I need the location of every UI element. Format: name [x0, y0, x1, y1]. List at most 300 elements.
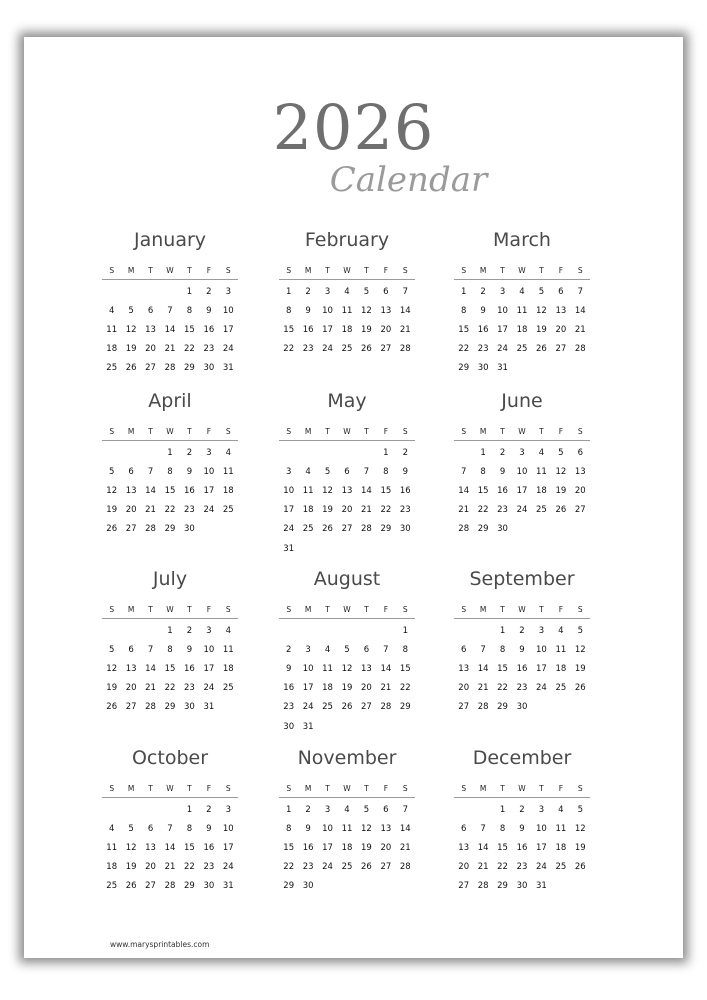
day-cell: 29 [477, 524, 489, 535]
day-cell: 30 [516, 881, 528, 892]
month-october [102, 745, 238, 896]
day-cell: 29 [164, 524, 176, 535]
day-cell: 17 [497, 324, 508, 335]
weekday-label: W [343, 265, 351, 275]
day-cell: 29 [458, 363, 470, 374]
week-row [102, 282, 238, 301]
week-row [454, 640, 590, 659]
day-cell: 27 [145, 363, 156, 374]
week-row [102, 462, 238, 481]
day-cell: 1 [186, 804, 193, 815]
day-cell: 2 [206, 286, 212, 297]
day-cell: 8 [286, 305, 292, 316]
weekday-label: S [577, 783, 583, 793]
week-row [454, 481, 590, 500]
day-cell: 24 [222, 862, 234, 873]
weekday-header [102, 261, 238, 280]
day-cell: 10 [322, 823, 333, 834]
weekday-label: W [518, 604, 526, 614]
week-row [102, 800, 238, 819]
weekday-label: T [148, 783, 153, 793]
day-cell: 13 [145, 324, 156, 335]
day-cell: 9 [186, 466, 193, 477]
weekday-label: W [518, 426, 526, 436]
day-cell: 5 [109, 466, 115, 477]
week-row [454, 858, 590, 877]
weekday-label: S [109, 604, 115, 614]
weekday-label: F [558, 426, 564, 436]
day-cell: 5 [577, 625, 583, 636]
day-cell: 3 [206, 625, 212, 636]
day-cell: 22 [184, 344, 195, 355]
weekday-label: F [558, 604, 564, 614]
weekday-label: F [383, 783, 389, 793]
weekday-label: F [383, 265, 389, 275]
day-cell: 3 [499, 286, 506, 297]
week-row [102, 301, 238, 320]
weekday-label: S [225, 783, 231, 793]
month-days [279, 619, 415, 736]
weekday-header [102, 779, 238, 798]
day-cell: 13 [380, 823, 392, 834]
day-cell: 12 [125, 842, 137, 853]
week-row [102, 520, 238, 539]
day-cell: 9 [286, 663, 292, 674]
day-cell: 27 [125, 524, 137, 535]
weekday-label: T [187, 604, 192, 614]
day-cell: 24 [497, 344, 508, 355]
day-cell: 22 [164, 505, 176, 516]
day-cell: 2 [186, 625, 193, 636]
day-cell: 2 [206, 804, 212, 815]
weekday-label: M [304, 426, 312, 436]
day-cell: 12 [574, 644, 586, 655]
day-cell: 8 [461, 305, 467, 316]
day-cell: 26 [125, 363, 137, 374]
week-row [454, 340, 590, 359]
day-cell: 27 [341, 524, 353, 535]
week-row [279, 819, 415, 838]
day-cell: 28 [361, 524, 372, 535]
day-cell: 15 [380, 485, 392, 496]
day-cell: 22 [458, 344, 470, 355]
weekday-label: M [127, 426, 135, 436]
week-row [102, 501, 238, 520]
day-cell: 14 [164, 324, 176, 335]
weekday-label: F [206, 783, 212, 793]
day-cell: 13 [361, 663, 372, 674]
day-cell: 30 [203, 363, 215, 374]
day-cell: 19 [341, 683, 353, 694]
day-cell: 1 [286, 286, 292, 297]
day-cell: 25 [536, 505, 547, 516]
month-name: April [148, 390, 192, 412]
day-cell: 9 [519, 823, 525, 834]
day-cell: 23 [516, 862, 528, 873]
day-cell: 10 [516, 466, 528, 477]
day-cell: 14 [399, 823, 411, 834]
day-cell: 28 [574, 344, 586, 355]
day-cell: 21 [164, 344, 176, 355]
day-cell: 11 [341, 823, 353, 834]
day-cell: 31 [497, 363, 508, 374]
day-cell: 27 [458, 881, 470, 892]
weekday-label: S [402, 783, 408, 793]
day-cell: 11 [106, 842, 118, 853]
day-cell: 31 [283, 543, 295, 554]
weekday-label: M [479, 604, 487, 614]
day-cell: 15 [497, 663, 508, 674]
day-cell: 30 [399, 524, 411, 535]
day-cell: 22 [380, 505, 392, 516]
day-cell: 26 [536, 344, 547, 355]
day-cell: 13 [341, 485, 353, 496]
day-cell: 5 [344, 644, 350, 655]
day-cell: 14 [458, 485, 470, 496]
week-row [279, 320, 415, 339]
day-cell: 12 [536, 305, 547, 316]
weekday-label: S [461, 604, 467, 614]
weekday-header [102, 422, 238, 441]
day-cell: 10 [302, 663, 314, 674]
day-cell: 9 [480, 305, 486, 316]
day-cell: 17 [302, 683, 314, 694]
day-cell: 20 [458, 862, 470, 873]
day-cell: 16 [184, 663, 195, 674]
day-cell: 22 [399, 683, 411, 694]
day-cell: 23 [477, 344, 489, 355]
month-name: June [501, 390, 543, 412]
day-cell: 11 [222, 466, 234, 477]
week-row [279, 621, 415, 640]
day-cell: 19 [361, 324, 372, 335]
month-name: September [469, 568, 575, 590]
weekday-label: F [206, 265, 212, 275]
day-cell: 18 [555, 842, 567, 853]
weekday-label: F [558, 783, 564, 793]
day-cell: 1 [167, 447, 173, 458]
day-cell: 8 [499, 823, 506, 834]
day-cell: 10 [536, 823, 547, 834]
day-cell: 4 [324, 644, 331, 655]
day-cell: 6 [147, 305, 154, 316]
weekday-label: S [286, 604, 292, 614]
day-cell: 12 [555, 466, 567, 477]
day-cell: 15 [399, 663, 411, 674]
day-cell: 28 [477, 881, 489, 892]
day-cell: 1 [286, 804, 292, 815]
day-cell: 20 [555, 324, 567, 335]
week-row [102, 481, 238, 500]
day-cell: 11 [302, 485, 314, 496]
day-cell: 23 [283, 702, 295, 713]
day-cell: 19 [361, 842, 372, 853]
week-row [454, 501, 590, 520]
day-cell: 25 [106, 881, 118, 892]
month-december [454, 745, 590, 896]
day-cell: 27 [458, 702, 470, 713]
day-cell: 2 [519, 804, 525, 815]
day-cell: 18 [516, 324, 528, 335]
day-cell: 25 [555, 683, 567, 694]
day-cell: 14 [145, 663, 156, 674]
day-cell: 26 [361, 344, 372, 355]
month-september [454, 566, 590, 717]
weekday-label: T [187, 426, 192, 436]
week-row [279, 462, 415, 481]
day-cell: 24 [283, 524, 295, 535]
month-june [454, 388, 590, 539]
day-cell: 17 [536, 842, 547, 853]
day-cell: 10 [283, 485, 295, 496]
month-name: February [304, 229, 390, 251]
week-row [279, 501, 415, 520]
day-cell: 8 [402, 644, 408, 655]
day-cell: 12 [574, 823, 586, 834]
day-cell: 19 [125, 344, 137, 355]
day-cell: 10 [536, 644, 547, 655]
day-cell: 30 [516, 702, 528, 713]
day-cell: 21 [145, 505, 156, 516]
day-cell: 28 [477, 702, 489, 713]
day-cell: 29 [380, 524, 392, 535]
day-cell: 23 [184, 683, 195, 694]
day-cell: 21 [361, 505, 372, 516]
day-cell: 21 [164, 862, 176, 873]
day-cell: 28 [164, 881, 176, 892]
day-cell: 26 [574, 862, 586, 873]
day-cell: 6 [577, 447, 583, 458]
day-cell: 20 [125, 683, 137, 694]
week-row [279, 800, 415, 819]
day-cell: 27 [380, 344, 392, 355]
weekday-label: S [577, 265, 583, 275]
month-july [102, 566, 238, 717]
day-cell: 7 [402, 286, 408, 297]
day-cell: 15 [184, 324, 195, 335]
week-row [454, 877, 590, 896]
day-cell: 15 [164, 663, 176, 674]
day-cell: 4 [344, 286, 350, 297]
day-cell: 28 [145, 702, 156, 713]
day-cell: 5 [363, 286, 370, 297]
day-cell: 18 [302, 505, 314, 516]
day-cell: 6 [128, 466, 134, 477]
weekday-label: M [304, 604, 312, 614]
week-row [454, 800, 590, 819]
day-cell: 12 [106, 663, 118, 674]
day-cell: 6 [461, 644, 467, 655]
day-cell: 25 [222, 683, 234, 694]
week-row [102, 838, 238, 857]
day-cell: 1 [186, 286, 193, 297]
day-cell: 22 [477, 505, 489, 516]
weekday-label: T [364, 426, 369, 436]
day-cell: 16 [516, 663, 528, 674]
day-cell: 26 [106, 524, 118, 535]
day-cell: 8 [167, 466, 173, 477]
day-cell: 8 [167, 644, 173, 655]
day-cell: 10 [497, 305, 508, 316]
month-april [102, 388, 238, 539]
day-cell: 17 [516, 485, 528, 496]
weekday-label: T [500, 604, 505, 614]
calendar-subtitle: Calendar [329, 160, 488, 200]
day-cell: 7 [147, 466, 154, 477]
weekday-header [102, 600, 238, 619]
day-cell: 26 [322, 524, 333, 535]
week-row [279, 443, 415, 462]
day-cell: 18 [322, 683, 333, 694]
weekday-header [454, 600, 590, 619]
week-row [102, 819, 238, 838]
day-cell: 21 [477, 683, 489, 694]
day-cell: 18 [222, 663, 234, 674]
day-cell: 25 [516, 344, 528, 355]
day-cell: 16 [184, 485, 195, 496]
day-cell: 2 [499, 447, 506, 458]
day-cell: 17 [322, 842, 333, 853]
day-cell: 6 [383, 804, 389, 815]
weekday-label: S [577, 426, 583, 436]
day-cell: 27 [361, 702, 372, 713]
day-cell: 11 [536, 466, 547, 477]
weekday-label: S [461, 426, 467, 436]
weekday-header [454, 422, 590, 441]
day-cell: 13 [555, 305, 567, 316]
day-cell: 4 [225, 447, 231, 458]
day-cell: 26 [361, 862, 372, 873]
weekday-label: T [148, 265, 153, 275]
day-cell: 11 [516, 305, 528, 316]
weekday-label: T [325, 604, 330, 614]
calendar-page [24, 37, 683, 958]
day-cell: 29 [184, 881, 195, 892]
day-cell: 14 [164, 842, 176, 853]
week-row [454, 282, 590, 301]
weekday-label: W [166, 783, 174, 793]
day-cell: 7 [383, 644, 389, 655]
week-row [102, 858, 238, 877]
day-cell: 4 [558, 804, 564, 815]
week-row [102, 320, 238, 339]
day-cell: 23 [497, 505, 508, 516]
day-cell: 23 [399, 505, 411, 516]
day-cell: 4 [109, 305, 115, 316]
week-row [102, 679, 238, 698]
day-cell: 14 [477, 663, 489, 674]
day-cell: 5 [109, 644, 115, 655]
day-cell: 24 [203, 683, 215, 694]
month-name: January [133, 229, 207, 251]
day-cell: 18 [341, 324, 353, 335]
day-cell: 1 [167, 625, 173, 636]
day-cell: 20 [380, 842, 392, 853]
day-cell: 16 [497, 485, 508, 496]
weekday-label: T [325, 265, 330, 275]
day-cell: 22 [283, 344, 295, 355]
day-cell: 30 [497, 524, 508, 535]
day-cell: 1 [499, 804, 506, 815]
week-row [102, 359, 238, 378]
month-days [454, 280, 590, 378]
day-cell: 22 [497, 683, 508, 694]
day-cell: 3 [538, 625, 545, 636]
day-cell: 31 [203, 702, 215, 713]
day-cell: 4 [225, 625, 231, 636]
day-cell: 9 [186, 644, 193, 655]
weekday-label: T [148, 426, 153, 436]
day-cell: 14 [477, 842, 489, 853]
weekday-label: F [206, 604, 212, 614]
day-cell: 13 [380, 305, 392, 316]
week-row [454, 520, 590, 539]
day-cell: 13 [458, 663, 470, 674]
day-cell: 11 [222, 644, 234, 655]
day-cell: 3 [206, 447, 212, 458]
day-cell: 25 [341, 344, 353, 355]
weekday-label: S [402, 426, 408, 436]
day-cell: 7 [461, 466, 467, 477]
day-cell: 14 [574, 305, 586, 316]
day-cell: 16 [302, 324, 314, 335]
day-cell: 7 [147, 644, 154, 655]
day-cell: 26 [125, 881, 137, 892]
weekday-label: S [461, 265, 467, 275]
day-cell: 20 [458, 683, 470, 694]
day-cell: 31 [222, 881, 234, 892]
day-cell: 6 [128, 644, 134, 655]
day-cell: 9 [402, 466, 408, 477]
day-cell: 30 [203, 881, 215, 892]
day-cell: 13 [145, 842, 156, 853]
day-cell: 15 [497, 842, 508, 853]
weekday-label: T [539, 265, 544, 275]
week-row [454, 698, 590, 717]
month-days [279, 441, 415, 558]
day-cell: 9 [206, 305, 212, 316]
weekday-label: T [187, 265, 192, 275]
day-cell: 5 [538, 286, 545, 297]
day-cell: 10 [222, 305, 234, 316]
day-cell: 2 [305, 804, 311, 815]
day-cell: 7 [363, 466, 370, 477]
day-cell: 23 [184, 505, 195, 516]
month-may [279, 388, 415, 558]
weekday-header [454, 779, 590, 798]
day-cell: 23 [516, 683, 528, 694]
day-cell: 4 [305, 466, 311, 477]
day-cell: 23 [302, 862, 314, 873]
day-cell: 13 [574, 466, 586, 477]
day-cell: 20 [361, 683, 372, 694]
day-cell: 7 [167, 823, 173, 834]
day-cell: 19 [106, 505, 118, 516]
weekday-label: S [109, 265, 115, 275]
day-cell: 28 [399, 862, 411, 873]
day-cell: 18 [536, 485, 547, 496]
day-cell: 2 [186, 447, 193, 458]
day-cell: 3 [305, 644, 311, 655]
weekday-label: T [500, 265, 505, 275]
day-cell: 20 [125, 505, 137, 516]
weekday-label: S [461, 783, 467, 793]
day-cell: 16 [302, 842, 314, 853]
day-cell: 2 [519, 625, 525, 636]
weekday-label: T [325, 783, 330, 793]
week-row [279, 481, 415, 500]
week-row [102, 698, 238, 717]
